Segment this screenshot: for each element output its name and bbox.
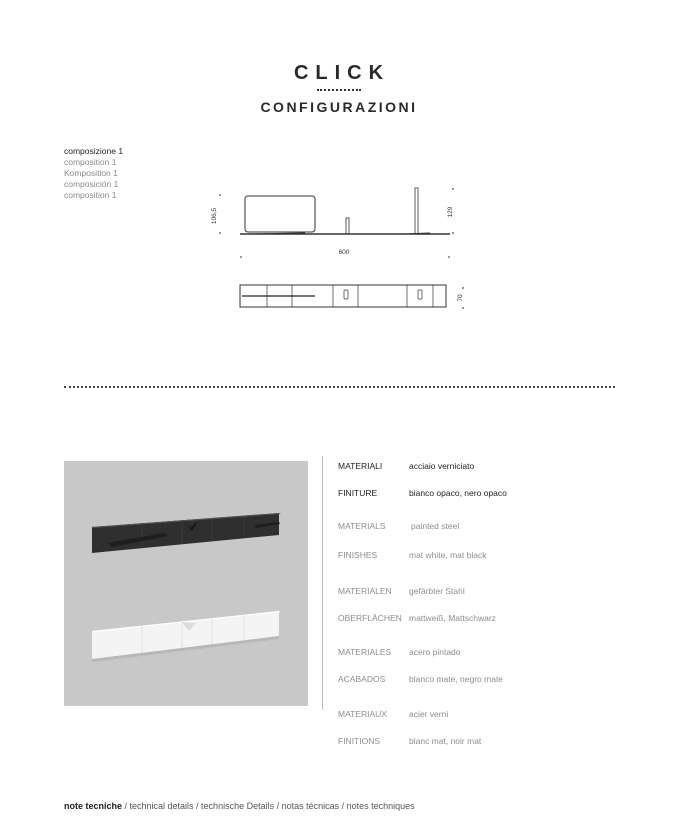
spec-value-acabados: blanco mate, negro mate [409, 674, 504, 684]
composition-label: composizione 1 [64, 146, 124, 156]
spec-value-materiales: acero pintado [409, 647, 461, 657]
spec-value-materiali: acciaio verniciato [409, 461, 475, 471]
shelf-render [64, 461, 308, 706]
composition-label-fr: composition 1 [64, 190, 117, 200]
spec-value-finitions: blanc mat, noir mat [409, 736, 482, 746]
spec-value-finiture: bianco opaco, nero opaco [409, 488, 507, 498]
section-subtitle: CONFIGURAZIONI [260, 99, 418, 115]
height-left-dimension: 106,5 [211, 207, 218, 225]
spec-label-finitions: FINITIONS [338, 736, 381, 746]
dotted-separator [64, 386, 615, 388]
composition-label-de: Komposition 1 [64, 168, 118, 178]
spec-divider [322, 456, 323, 710]
footer-note-bold: note tecniche [64, 801, 123, 811]
spec-label-finiture: FINITURE [338, 488, 378, 498]
composition-label-es: composición 1 [64, 179, 119, 189]
spec-label-materials: MATERIALS [338, 521, 386, 531]
spec-label-materiales: MATERIALES [338, 647, 392, 657]
spec-label-materialen: MATERIALEN [338, 586, 392, 596]
title-divider-dots [317, 89, 361, 93]
spec-label-materiali: MATERIALI [338, 461, 383, 471]
spec-value-finishes: mat white, mat black [409, 550, 487, 560]
spec-value-materials: painted steel [411, 521, 460, 531]
spec-label-finishes: FINISHES [338, 550, 378, 560]
footer-note [64, 801, 415, 811]
spec-label-materiaux: MATERIAUX [338, 709, 387, 719]
front-elevation [240, 188, 450, 234]
spec-value-materiaux: acier verni [409, 709, 449, 719]
technical-drawing [205, 180, 475, 315]
spec-value-materialen: gefärbter Stahl [409, 586, 465, 596]
spec-label-acabados: ACABADOS [338, 674, 386, 684]
depth-dimension: 70 [457, 294, 464, 302]
composition-label-block [64, 146, 123, 201]
footer-note-rest: / technical details / technische Details / notas técnicas / notes techniques [122, 801, 415, 811]
product-title: CLICK [293, 62, 391, 84]
spec-label-oberflaechen: OBERFLÄCHEN [338, 613, 402, 623]
width-dimension: 600 [338, 249, 350, 256]
plan-view [240, 285, 446, 307]
height-right-dimension: 129 [447, 206, 454, 218]
product-render-image [64, 461, 308, 706]
spec-value-oberflaechen: mattweiß, Mattschwarz [409, 613, 496, 623]
composition-label-en: composition 1 [64, 157, 117, 167]
